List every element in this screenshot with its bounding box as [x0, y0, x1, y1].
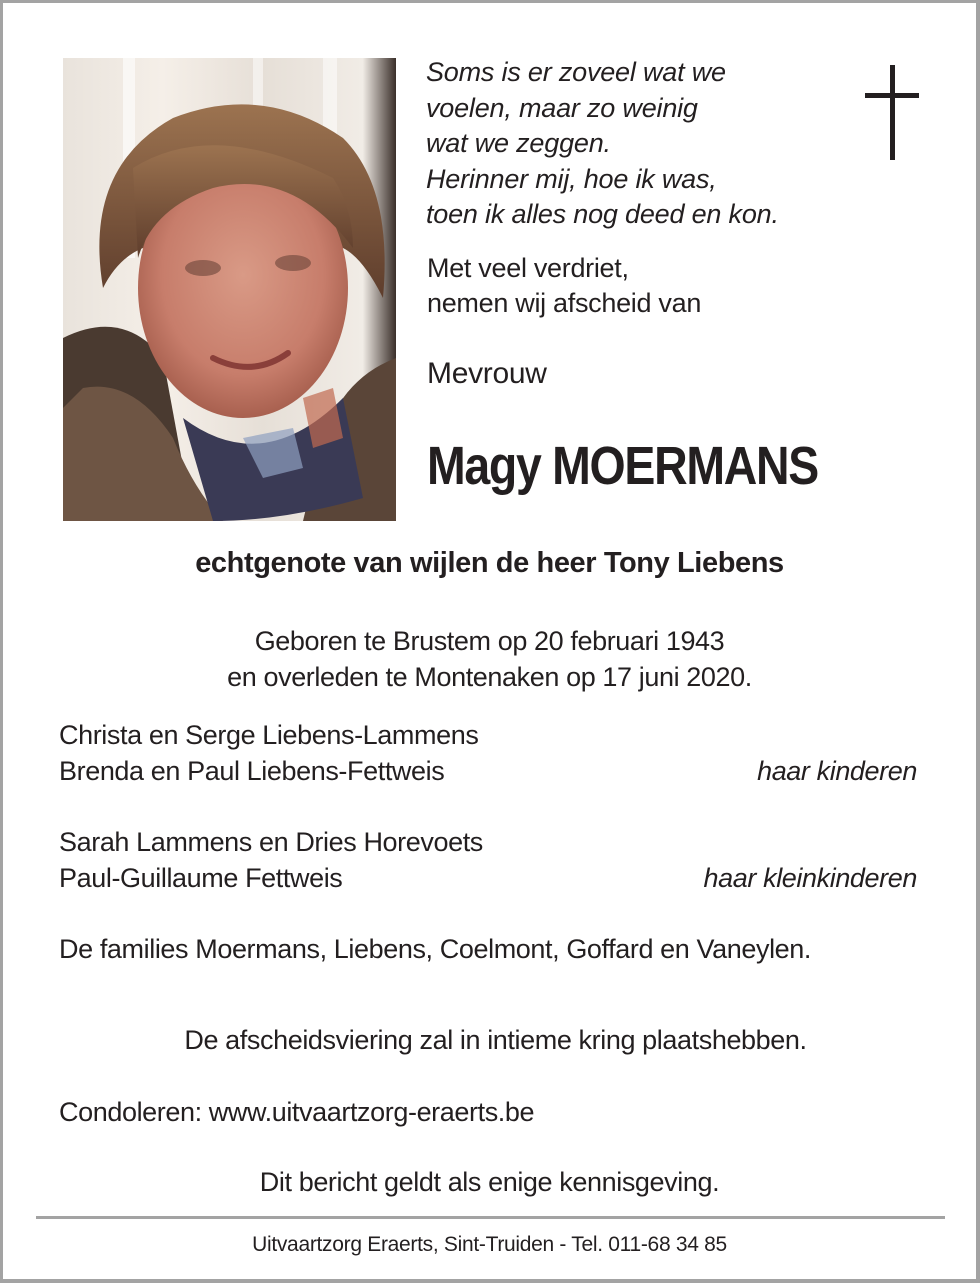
- grandchildren-role: haar kleinkinderen: [703, 862, 917, 893]
- poem-line: Herinner mij, hoe ik was,: [426, 163, 717, 194]
- honorific: Mevrouw: [427, 357, 547, 390]
- children-role: haar kinderen: [757, 755, 917, 786]
- deceased-name: Magy MOERMANS: [427, 436, 818, 496]
- children-group: [59, 718, 917, 789]
- death-line: en overleden te Montenaken op 17 juni 2020.: [227, 662, 752, 692]
- grandchild-name: Sarah Lammens en Dries Horevoets: [59, 827, 483, 857]
- child-name: Christa en Serge Liebens-Lammens: [59, 720, 479, 750]
- spouse-line: echtgenote van wijlen de heer Tony Liebens: [195, 547, 784, 579]
- intro-line: Met veel verdriet,: [427, 253, 629, 283]
- ceremony-note: De afscheidsviering zal in intieme kring plaatshebben.: [184, 1025, 807, 1055]
- poem: [426, 55, 866, 233]
- grandchildren-group: [59, 825, 917, 896]
- poem-line: Soms is er zoveel wat we: [426, 57, 726, 87]
- poem-line: wat we zeggen.: [426, 128, 611, 158]
- cross-icon: [865, 65, 919, 161]
- divider: [36, 1216, 945, 1219]
- portrait-photo: [63, 58, 396, 521]
- grandchild-name: Paul-Guillaume Fettweis: [59, 862, 343, 893]
- poem-line: voelen, maar zo weinig: [426, 92, 698, 123]
- intro-line: nemen wij afscheid van: [427, 288, 702, 318]
- poem-line: toen ik alles nog deed en kon.: [426, 199, 779, 229]
- funeral-home-footer: Uitvaartzorg Eraerts, Sint-Truiden - Tel. 011-68 34 85: [252, 1233, 727, 1256]
- birth-line: Geboren te Brustem op 20 februari 1943: [254, 626, 725, 656]
- intro-text: [427, 251, 867, 321]
- portrait-image: [63, 58, 396, 521]
- notice-line: Dit bericht geldt als enige kennisgeving.: [259, 1167, 720, 1197]
- families-line: De families Moermans, Liebens, Coelmont, Goffard en Vaneylen.: [59, 934, 811, 964]
- birth-death-info: [3, 623, 976, 695]
- child-name: Brenda en Paul Liebens-Fettweis: [59, 755, 445, 786]
- condolences-link[interactable]: Condoleren: www.uitvaartzorg-eraerts.be: [59, 1097, 535, 1127]
- obituary-card: [3, 3, 976, 1279]
